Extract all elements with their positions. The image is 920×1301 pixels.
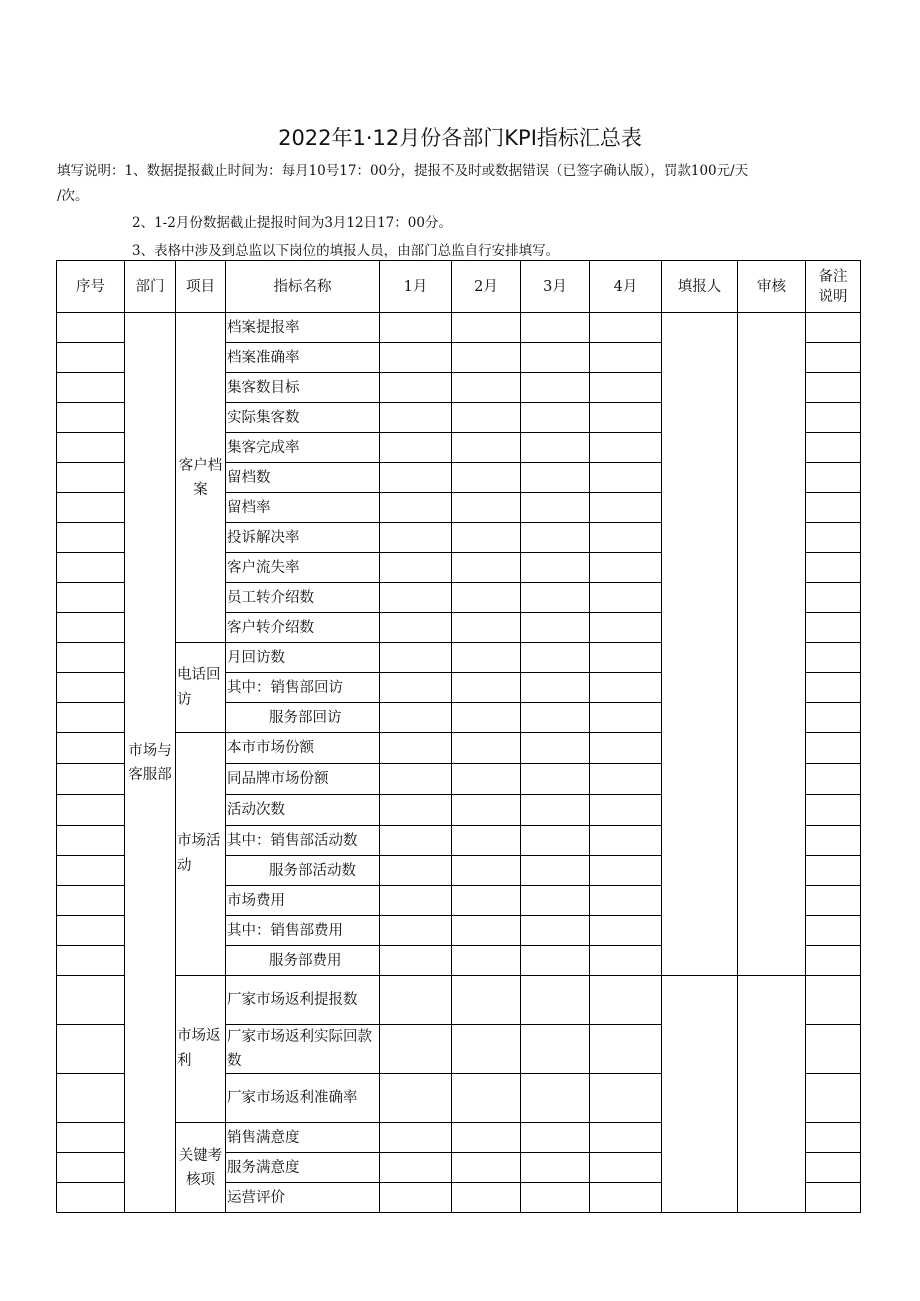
month-4-cell[interactable] [590, 553, 662, 583]
header-remark [806, 261, 861, 313]
seq-cell[interactable] [57, 613, 125, 643]
month-4-cell[interactable] [590, 643, 662, 673]
month-4-cell[interactable] [590, 1074, 662, 1123]
month-4-cell[interactable] [590, 1183, 662, 1213]
month-2-cell[interactable] [452, 976, 521, 1025]
indicator-name: 厂家市场返利提报数 [226, 976, 380, 1025]
remark-cell[interactable] [806, 1074, 861, 1123]
indicator-name: 集客完成率 [226, 433, 380, 463]
month-1-cell[interactable] [380, 373, 452, 403]
page-title: 2022年1·12月份各部门KPI指标汇总表 [278, 126, 642, 150]
indicator-name: 客户转介绍数 [226, 613, 380, 643]
indicator-name: 服务部活动数 [226, 856, 380, 886]
remark-cell[interactable] [806, 583, 861, 613]
item-name: 关键考核项 [178, 1147, 223, 1188]
header-remark-line2: 说明 [818, 288, 848, 305]
indicator-name: 服务满意度 [226, 1153, 380, 1183]
month-1-cell[interactable] [380, 583, 452, 613]
month-4-cell[interactable] [590, 1025, 662, 1074]
indicator-name: 活动次数 [226, 795, 380, 826]
seq-cell[interactable] [57, 523, 125, 553]
seq-cell[interactable] [57, 313, 125, 343]
header-remark-line1: 备注 [818, 268, 848, 285]
seq-cell[interactable] [57, 643, 125, 673]
indicator-name: 月回访数 [226, 643, 380, 673]
month-3-cell[interactable] [521, 1153, 590, 1183]
month-3-cell[interactable] [521, 433, 590, 463]
month-3-cell[interactable] [521, 463, 590, 493]
month-4-cell[interactable] [590, 523, 662, 553]
instruction-line-1: 填写说明：1、数据提报截止时间为：每月10号17：00分，提报不及时或数据错误（已签字确认版），罚款100元/天 [57, 163, 749, 179]
month-1-cell[interactable] [380, 946, 452, 976]
seq-cell[interactable] [57, 673, 125, 703]
remark-cell[interactable] [806, 643, 861, 673]
remark-cell[interactable] [806, 673, 861, 703]
month-4-cell[interactable] [590, 733, 662, 764]
month-4-cell[interactable] [590, 373, 662, 403]
remark-cell[interactable] [806, 795, 861, 826]
month-1-cell[interactable] [380, 493, 452, 523]
month-1-cell[interactable] [380, 463, 452, 493]
seq-cell[interactable] [57, 886, 125, 916]
month-2-cell[interactable] [452, 764, 521, 795]
remark-cell[interactable] [806, 1183, 861, 1213]
remark-cell[interactable] [806, 373, 861, 403]
instruction-line-2: 2、1-2月份数据截止提报时间为3月12日17：00分。 [132, 215, 452, 231]
indicator-name: 其中：销售部费用 [226, 916, 380, 946]
month-1-cell[interactable] [380, 1123, 452, 1153]
header-indicator: 指标名称 [226, 261, 380, 313]
month-3-cell[interactable] [521, 523, 590, 553]
month-3-cell[interactable] [521, 703, 590, 733]
seq-cell[interactable] [57, 1123, 125, 1153]
indicator-name: 厂家市场返利实际回款数 [226, 1025, 380, 1074]
remark-cell[interactable] [806, 856, 861, 886]
indicator-name: 留档数 [226, 463, 380, 493]
indicator-name: 运营评价 [226, 1183, 380, 1213]
header-seq: 序号 [57, 261, 125, 313]
seq-cell[interactable] [57, 463, 125, 493]
month-4-cell[interactable] [590, 673, 662, 703]
remark-cell[interactable] [806, 916, 861, 946]
seq-cell[interactable] [57, 433, 125, 463]
month-1-cell[interactable] [380, 826, 452, 856]
seq-cell[interactable] [57, 343, 125, 373]
header-reviewer: 审核 [738, 261, 806, 313]
month-2-cell[interactable] [452, 313, 521, 343]
month-1-cell[interactable] [380, 976, 452, 1025]
instruction-line-1-cont: /次。 [57, 188, 89, 204]
month-2-cell[interactable] [452, 673, 521, 703]
seq-cell[interactable] [57, 976, 125, 1025]
remark-cell[interactable] [806, 703, 861, 733]
month-2-cell[interactable] [452, 643, 521, 673]
month-3-cell[interactable] [521, 613, 590, 643]
dept-cell [125, 313, 176, 1213]
month-3-cell[interactable] [521, 1074, 590, 1123]
month-3-cell[interactable] [521, 583, 590, 613]
month-4-cell[interactable] [590, 826, 662, 856]
month-1-cell[interactable] [380, 1074, 452, 1123]
table-row [57, 313, 861, 343]
remark-cell[interactable] [806, 403, 861, 433]
item-cell [176, 976, 226, 1123]
header-reporter: 填报人 [662, 261, 738, 313]
month-4-cell[interactable] [590, 976, 662, 1025]
month-3-cell[interactable] [521, 403, 590, 433]
month-2-cell[interactable] [452, 553, 521, 583]
month-1-cell[interactable] [380, 1025, 452, 1074]
remark-cell[interactable] [806, 523, 861, 553]
remark-cell[interactable] [806, 826, 861, 856]
month-3-cell[interactable] [521, 343, 590, 373]
month-2-cell[interactable] [452, 583, 521, 613]
month-2-cell[interactable] [452, 493, 521, 523]
month-2-cell[interactable] [452, 856, 521, 886]
month-3-cell[interactable] [521, 673, 590, 703]
month-1-cell[interactable] [380, 313, 452, 343]
remark-cell[interactable] [806, 493, 861, 523]
month-3-cell[interactable] [521, 493, 590, 523]
month-4-cell[interactable] [590, 916, 662, 946]
seq-cell[interactable] [57, 733, 125, 764]
month-3-cell[interactable] [521, 916, 590, 946]
month-4-cell[interactable] [590, 856, 662, 886]
month-3-cell[interactable] [521, 1025, 590, 1074]
remark-cell[interactable] [806, 946, 861, 976]
month-4-cell[interactable] [590, 313, 662, 343]
month-4-cell[interactable] [590, 703, 662, 733]
month-2-cell[interactable] [452, 916, 521, 946]
month-2-cell[interactable] [452, 613, 521, 643]
remark-cell[interactable] [806, 1153, 861, 1183]
seq-cell[interactable] [57, 703, 125, 733]
seq-cell[interactable] [57, 1074, 125, 1123]
month-1-cell[interactable] [380, 1183, 452, 1213]
month-3-cell[interactable] [521, 795, 590, 826]
remark-cell[interactable] [806, 613, 861, 643]
month-1-cell[interactable] [380, 673, 452, 703]
month-3-cell[interactable] [521, 313, 590, 343]
month-2-cell[interactable] [452, 733, 521, 764]
month-1-cell[interactable] [380, 433, 452, 463]
reporter-cell[interactable] [662, 976, 738, 1213]
month-3-cell[interactable] [521, 856, 590, 886]
month-3-cell[interactable] [521, 826, 590, 856]
month-2-cell[interactable] [452, 795, 521, 826]
kpi-summary-table [56, 260, 861, 1213]
month-3-cell[interactable] [521, 1183, 590, 1213]
month-1-cell[interactable] [380, 795, 452, 826]
indicator-name: 其中：销售部活动数 [226, 826, 380, 856]
header-month-1: 1月 [380, 261, 452, 313]
remark-cell[interactable] [806, 1123, 861, 1153]
header-item: 项目 [176, 261, 226, 313]
header-row [57, 261, 861, 313]
seq-cell[interactable] [57, 1025, 125, 1074]
remark-cell[interactable] [806, 976, 861, 1025]
dept-name: 市场与客服部 [128, 742, 172, 783]
seq-cell[interactable] [57, 795, 125, 826]
seq-cell[interactable] [57, 1183, 125, 1213]
indicator-name: 服务部回访 [226, 703, 380, 733]
indicator-name: 留档率 [226, 493, 380, 523]
month-3-cell[interactable] [521, 553, 590, 583]
month-4-cell[interactable] [590, 493, 662, 523]
indicator-name: 销售满意度 [226, 1123, 380, 1153]
indicator-name: 服务部费用 [226, 946, 380, 976]
month-3-cell[interactable] [521, 764, 590, 795]
month-2-cell[interactable] [452, 703, 521, 733]
seq-cell[interactable] [57, 553, 125, 583]
month-1-cell[interactable] [380, 703, 452, 733]
header-month-3: 3月 [521, 261, 590, 313]
month-4-cell[interactable] [590, 433, 662, 463]
month-2-cell[interactable] [452, 886, 521, 916]
indicator-name: 客户流失率 [226, 553, 380, 583]
item-cell [176, 1123, 226, 1213]
month-4-cell[interactable] [590, 1123, 662, 1153]
month-2-cell[interactable] [452, 463, 521, 493]
month-2-cell[interactable] [452, 343, 521, 373]
indicator-name: 本市市场份额 [226, 733, 380, 764]
month-2-cell[interactable] [452, 1183, 521, 1213]
remark-cell[interactable] [806, 886, 861, 916]
month-3-cell[interactable] [521, 733, 590, 764]
month-2-cell[interactable] [452, 1074, 521, 1123]
seq-cell[interactable] [57, 403, 125, 433]
month-1-cell[interactable] [380, 403, 452, 433]
remark-cell[interactable] [806, 1025, 861, 1074]
month-4-cell[interactable] [590, 1153, 662, 1183]
month-1-cell[interactable] [380, 733, 452, 764]
month-4-cell[interactable] [590, 583, 662, 613]
month-1-cell[interactable] [380, 523, 452, 553]
item-name: 电话回访 [177, 666, 221, 708]
remark-cell[interactable] [806, 463, 861, 493]
month-2-cell[interactable] [452, 373, 521, 403]
item-name: 市场活动 [177, 833, 221, 874]
month-4-cell[interactable] [590, 795, 662, 826]
month-3-cell[interactable] [521, 976, 590, 1025]
month-1-cell[interactable] [380, 1153, 452, 1183]
indicator-name: 员工转介绍数 [226, 583, 380, 613]
indicator-name: 档案提报率 [226, 313, 380, 343]
indicator-name: 实际集客数 [226, 403, 380, 433]
seq-cell[interactable] [57, 1153, 125, 1183]
month-1-cell[interactable] [380, 643, 452, 673]
month-4-cell[interactable] [590, 613, 662, 643]
seq-cell[interactable] [57, 916, 125, 946]
header-month-4: 4月 [590, 261, 662, 313]
month-1-cell[interactable] [380, 886, 452, 916]
month-4-cell[interactable] [590, 463, 662, 493]
item-name: 客户档案 [178, 457, 223, 498]
month-2-cell[interactable] [452, 403, 521, 433]
seq-cell[interactable] [57, 946, 125, 976]
indicator-name: 同品牌市场份额 [226, 764, 380, 795]
month-4-cell[interactable] [590, 343, 662, 373]
month-1-cell[interactable] [380, 916, 452, 946]
indicator-name: 其中：销售部回访 [226, 673, 380, 703]
seq-cell[interactable] [57, 856, 125, 886]
month-2-cell[interactable] [452, 946, 521, 976]
month-3-cell[interactable] [521, 643, 590, 673]
month-3-cell[interactable] [521, 946, 590, 976]
reviewer-cell[interactable] [738, 976, 806, 1213]
month-1-cell[interactable] [380, 856, 452, 886]
indicator-name: 市场费用 [226, 886, 380, 916]
month-2-cell[interactable] [452, 433, 521, 463]
item-cell [176, 313, 226, 643]
remark-cell[interactable] [806, 553, 861, 583]
month-2-cell[interactable] [452, 826, 521, 856]
month-2-cell[interactable] [452, 1153, 521, 1183]
remark-cell[interactable] [806, 313, 861, 343]
seq-cell[interactable] [57, 583, 125, 613]
reporter-cell[interactable] [662, 313, 738, 976]
indicator-name: 厂家市场返利准确率 [226, 1074, 380, 1123]
reviewer-cell[interactable] [738, 313, 806, 976]
table-row [57, 976, 861, 1025]
seq-cell[interactable] [57, 826, 125, 856]
seq-cell[interactable] [57, 764, 125, 795]
month-1-cell[interactable] [380, 343, 452, 373]
month-2-cell[interactable] [452, 1025, 521, 1074]
item-name: 市场返利 [177, 1028, 221, 1069]
seq-cell[interactable] [57, 373, 125, 403]
month-1-cell[interactable] [380, 764, 452, 795]
indicator-name: 集客数目标 [226, 373, 380, 403]
month-1-cell[interactable] [380, 553, 452, 583]
item-cell [176, 643, 226, 733]
month-3-cell[interactable] [521, 373, 590, 403]
month-4-cell[interactable] [590, 403, 662, 433]
month-3-cell[interactable] [521, 1123, 590, 1153]
month-2-cell[interactable] [452, 1123, 521, 1153]
indicator-name: 投诉解决率 [226, 523, 380, 553]
remark-cell[interactable] [806, 343, 861, 373]
month-1-cell[interactable] [380, 613, 452, 643]
header-dept: 部门 [125, 261, 176, 313]
seq-cell[interactable] [57, 493, 125, 523]
instruction-line-3: 3、表格中涉及到总监以下岗位的填报人员，由部门总监自行安排填写。 [132, 243, 560, 259]
month-2-cell[interactable] [452, 523, 521, 553]
remark-cell[interactable] [806, 764, 861, 795]
remark-cell[interactable] [806, 733, 861, 764]
indicator-name: 档案准确率 [226, 343, 380, 373]
month-4-cell[interactable] [590, 946, 662, 976]
month-4-cell[interactable] [590, 886, 662, 916]
month-4-cell[interactable] [590, 764, 662, 795]
month-3-cell[interactable] [521, 886, 590, 916]
item-cell [176, 733, 226, 976]
header-month-2: 2月 [452, 261, 521, 313]
remark-cell[interactable] [806, 433, 861, 463]
